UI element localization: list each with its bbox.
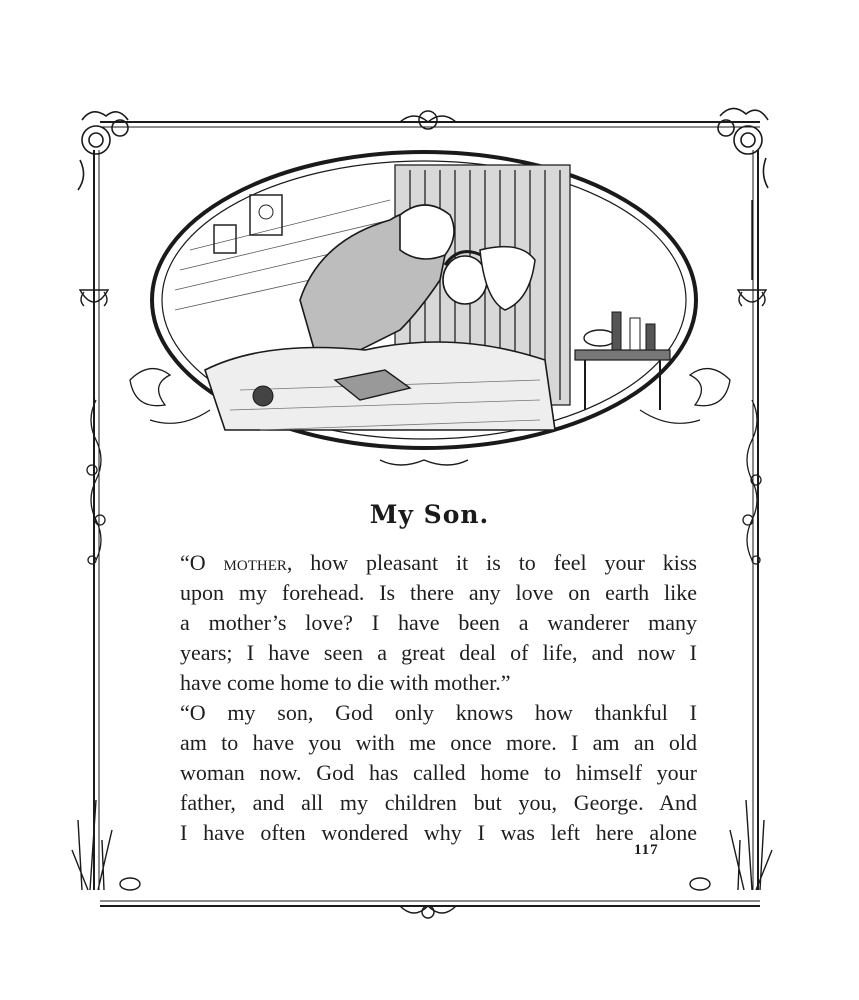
text-line: am to have you with me once more. I am an old: [180, 730, 697, 755]
text-line: have come home to die with mother.”: [180, 670, 511, 695]
chapter-title: My Son.: [369, 500, 490, 529]
left-hanging-basket: [80, 200, 108, 306]
text-line: [142, 548, 697, 578]
corner-ornament-top-left: [78, 112, 128, 190]
text-line: I have often wondered why I was left here alone: [180, 820, 697, 845]
text-line: a mother’s love? I have been a wanderer many: [180, 610, 697, 635]
bottom-center-ornament: [400, 906, 456, 918]
paragraph-1: [142, 548, 697, 698]
paragraph-2: [142, 698, 697, 848]
body-text: [142, 548, 697, 848]
text-line: father, and all my children but you, George. And: [180, 790, 697, 815]
left-vine: [87, 400, 105, 564]
text-line-rest: , how pleasant it is to feel your kiss: [286, 550, 697, 575]
text-line-open: “O: [180, 550, 224, 575]
corner-ornament-top-right: [718, 108, 768, 188]
lead-word: mother: [223, 550, 287, 575]
text-line: upon my forehead. Is there any love on earth like: [180, 580, 697, 605]
right-hanging-basket: [738, 200, 766, 306]
oval-illustration: [130, 152, 730, 465]
text-line: “O my son, God only knows how thankful I: [180, 700, 697, 725]
text-line: years; I have seen a great deal of life, and now I: [180, 640, 697, 665]
bottom-left-grass: [72, 800, 140, 890]
bottom-right-grass: [690, 800, 772, 890]
page-number: 117: [634, 842, 659, 858]
top-center-ornament: [400, 111, 456, 129]
text-line: woman now. God has called home to himself your: [180, 760, 697, 785]
